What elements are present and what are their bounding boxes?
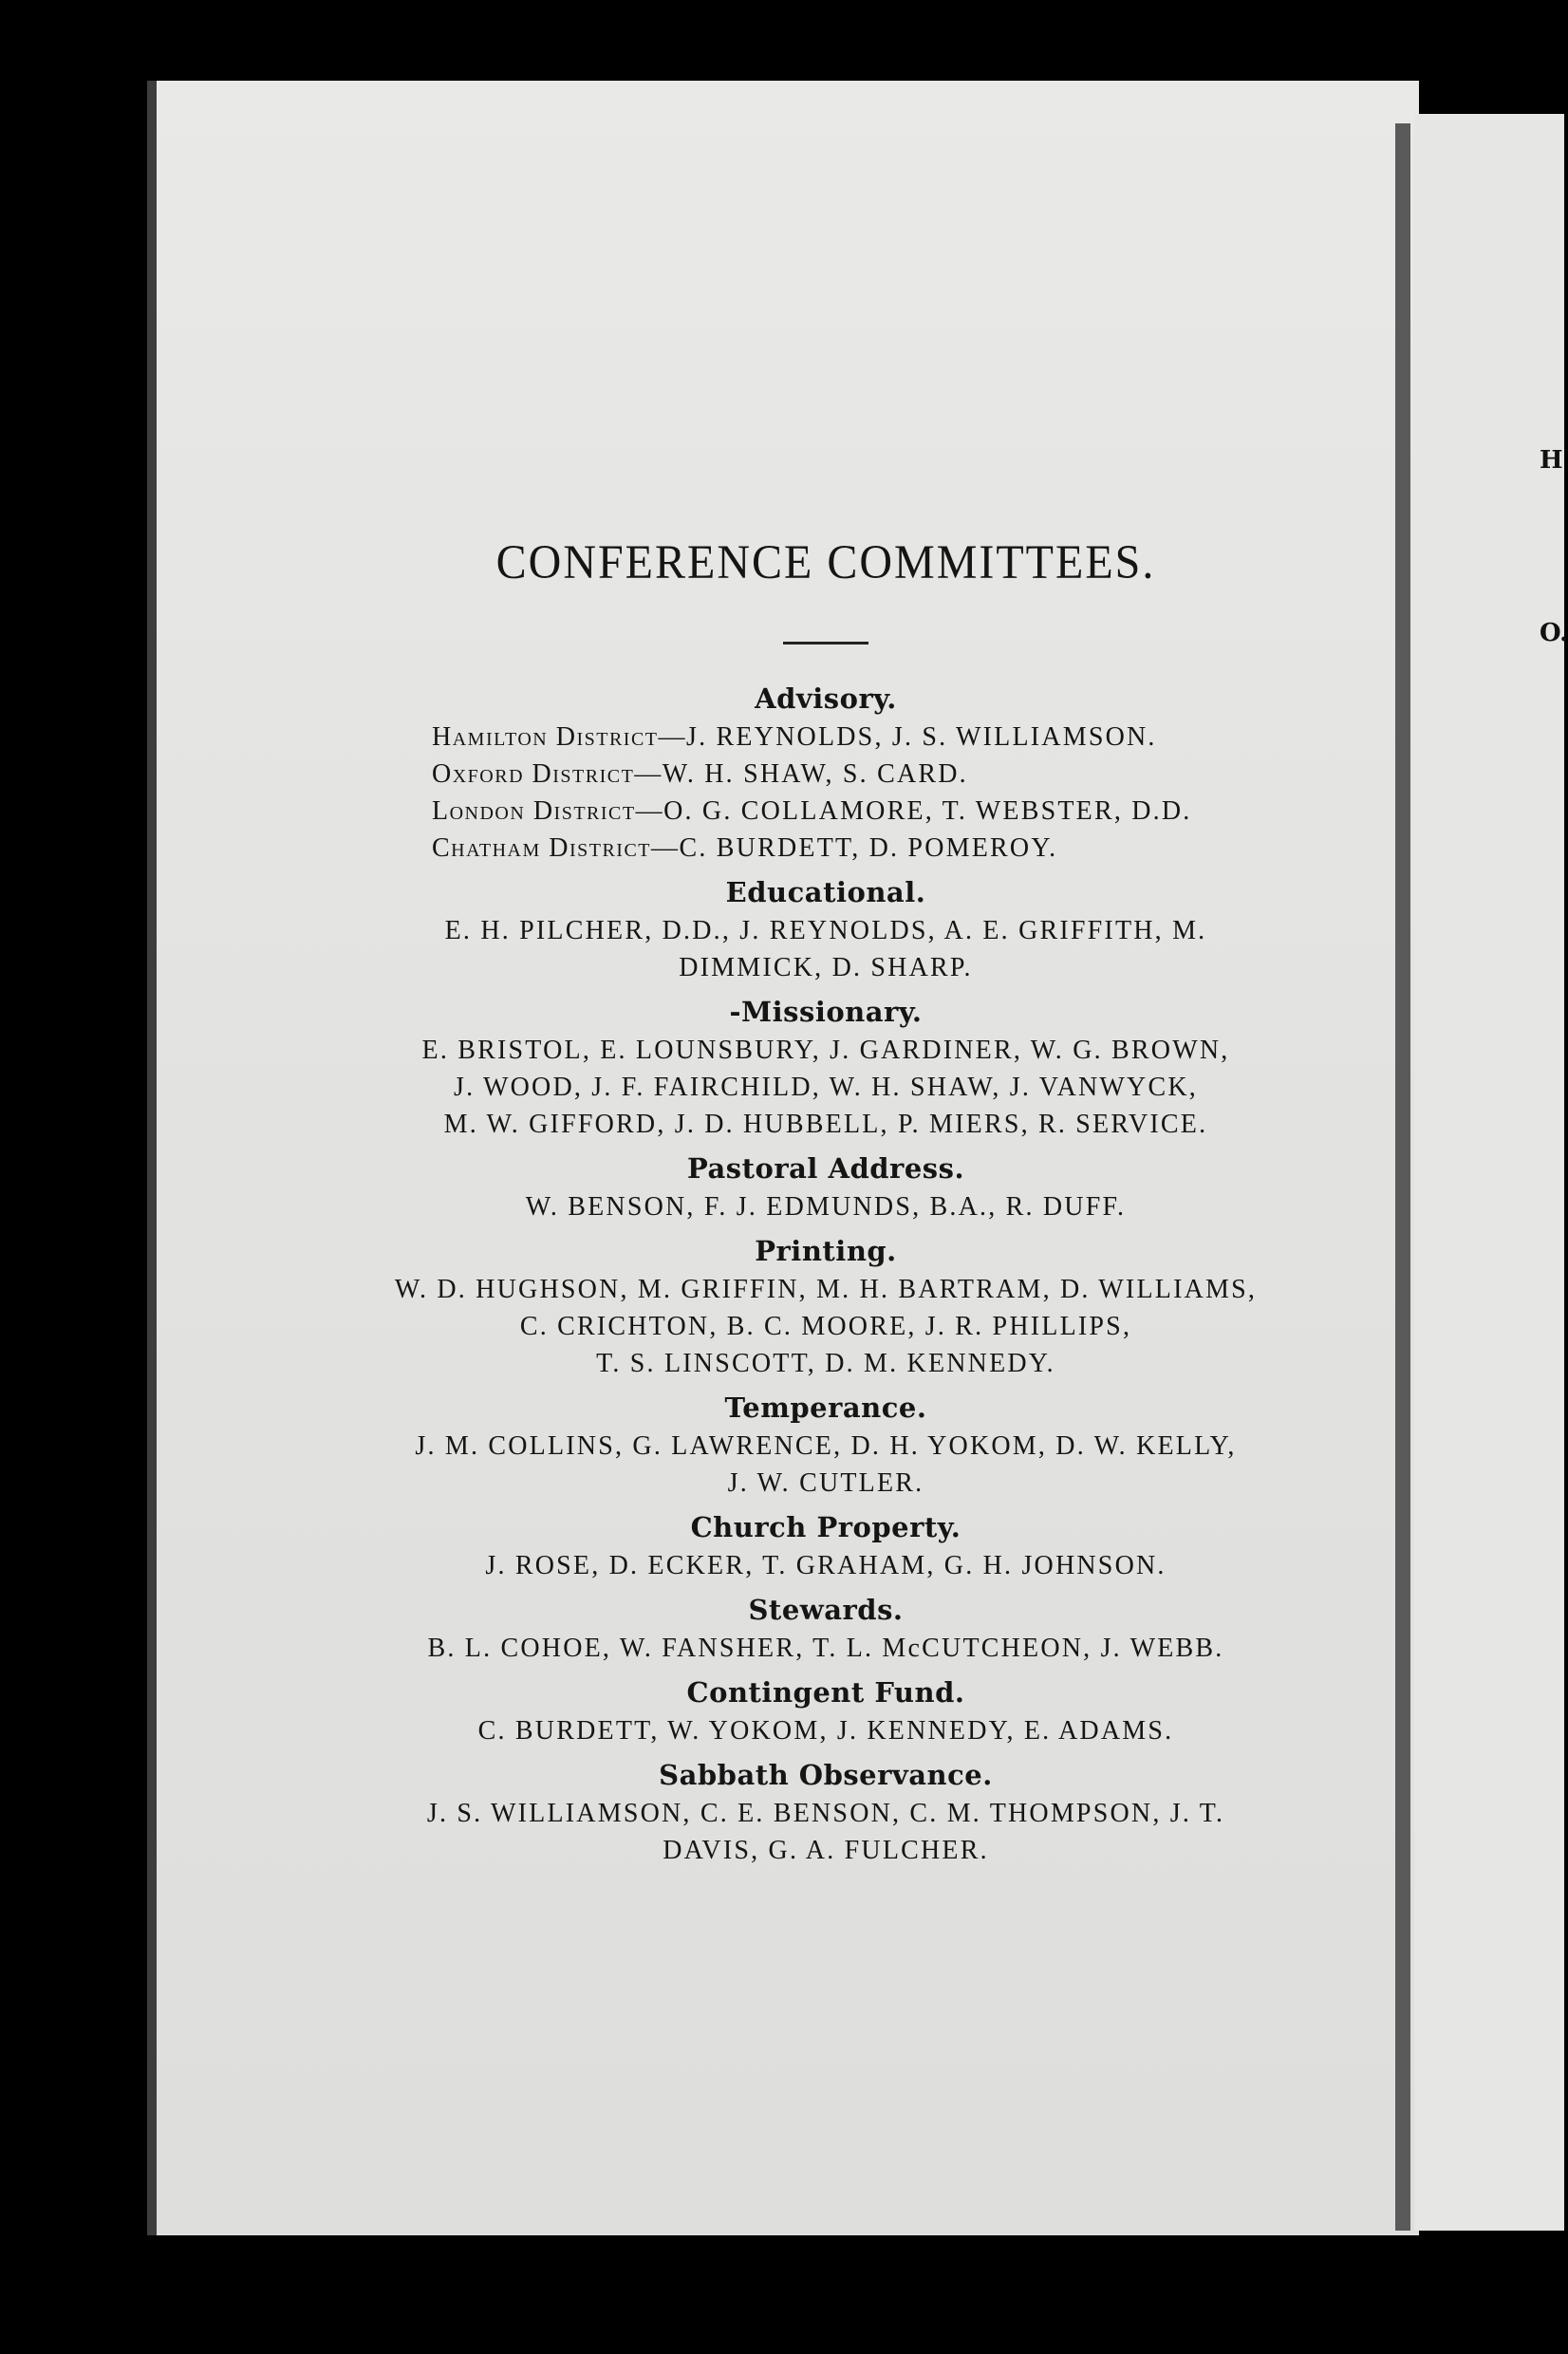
committee-heading: Church Property. — [690, 1511, 961, 1543]
page-content — [351, 536, 1300, 1878]
committee-stewards — [351, 1594, 1300, 1667]
district-name: London District— — [432, 796, 664, 826]
district-line — [432, 719, 1300, 756]
member-line: W. D. HUGHSON, M. GRIFFIN, M. H. BARTRAM, D. WILLIAMS, — [394, 1275, 1258, 1304]
committee-heading: Pastoral Address. — [686, 1152, 965, 1185]
member-line: W. BENSON, F. J. EDMUNDS, B.A., R. DUFF. — [525, 1192, 1127, 1222]
committee-church-property — [351, 1511, 1300, 1584]
member-line: E. BRISTOL, E. LOUNSBURY, J. GARDINER, W. G. BROWN, — [421, 1036, 1230, 1065]
member-line: C. CRICHTON, B. C. MOORE, J. R. PHILLIPS, — [519, 1312, 1132, 1341]
committee-printing — [351, 1235, 1300, 1382]
committee-contingent-fund — [351, 1676, 1300, 1749]
committee-temperance — [351, 1392, 1300, 1502]
book-spine — [1395, 123, 1410, 2231]
district-name: Hamilton District— — [432, 722, 687, 752]
committee-heading: Stewards. — [748, 1594, 904, 1626]
title-rule — [783, 642, 868, 645]
district-line — [432, 793, 1300, 830]
committee-advisory — [351, 682, 1300, 867]
committee-heading: Printing. — [755, 1235, 897, 1267]
committee-heading: Contingent Fund. — [686, 1676, 965, 1709]
member-names: C. BURDETT, D. POMEROY. — [679, 833, 1058, 863]
member-line: J. ROSE, D. ECKER, T. GRAHAM, G. H. JOHNSON. — [485, 1551, 1167, 1580]
committee-heading: Educational. — [725, 876, 926, 908]
member-line: DIMMICK, D. SHARP. — [679, 953, 973, 982]
member-line: J. WOOD, J. F. FAIRCHILD, W. H. SHAW, J. VANWYCK, — [454, 1073, 1198, 1102]
member-line: J. M. COLLINS, G. LAWRENCE, D. H. YOKOM, D. W. KELLY, — [415, 1431, 1237, 1461]
committee-heading: Sabbath Observance. — [659, 1759, 993, 1791]
adjacent-page-letter: H — [1540, 446, 1563, 475]
committee-heading: -Missionary. — [729, 996, 923, 1028]
member-line: T. S. LINSCOTT, D. M. KENNEDY. — [596, 1349, 1055, 1378]
adjacent-page-letter: O. — [1540, 619, 1568, 647]
district-line — [432, 830, 1300, 867]
committee-heading: Advisory. — [755, 682, 897, 715]
committee-heading: Temperance. — [724, 1392, 927, 1424]
member-line: J. S. WILLIAMSON, C. E. BENSON, C. M. THOMPSON, J. T. — [426, 1799, 1225, 1828]
district-name: Chatham District— — [432, 833, 680, 863]
member-line: M. W. GIFFORD, J. D. HUBBELL, P. MIERS, R. SERVICE. — [443, 1110, 1208, 1139]
committee-pastoral-address — [351, 1152, 1300, 1225]
member-line: J. W. CUTLER. — [727, 1468, 924, 1498]
committee-missionary — [351, 996, 1300, 1143]
member-names: W. H. SHAW, S. CARD. — [662, 759, 968, 789]
page-title: CONFERENCE COMMITTEES. — [495, 535, 1156, 589]
district-name: Oxford District— — [432, 759, 663, 789]
member-line: E. H. PILCHER, D.D., J. REYNOLDS, A. E. GRIFFITH, M. — [444, 916, 1207, 945]
district-line — [432, 756, 1300, 793]
committee-educational — [351, 876, 1300, 986]
adjacent-page-edge — [1414, 114, 1564, 2231]
member-names: J. REYNOLDS, J. S. WILLIAMSON. — [686, 722, 1157, 752]
committee-sabbath-observance — [351, 1759, 1300, 1869]
member-line: B. L. COHOE, W. FANSHER, T. L. McCUTCHEON, J. WEBB. — [427, 1634, 1224, 1663]
member-names: O. G. COLLAMORE, T. WEBSTER, D.D. — [663, 796, 1192, 826]
member-line: DAVIS, G. A. FULCHER. — [663, 1836, 989, 1865]
member-line: C. BURDETT, W. YOKOM, J. KENNEDY, E. ADAMS. — [477, 1716, 1174, 1746]
